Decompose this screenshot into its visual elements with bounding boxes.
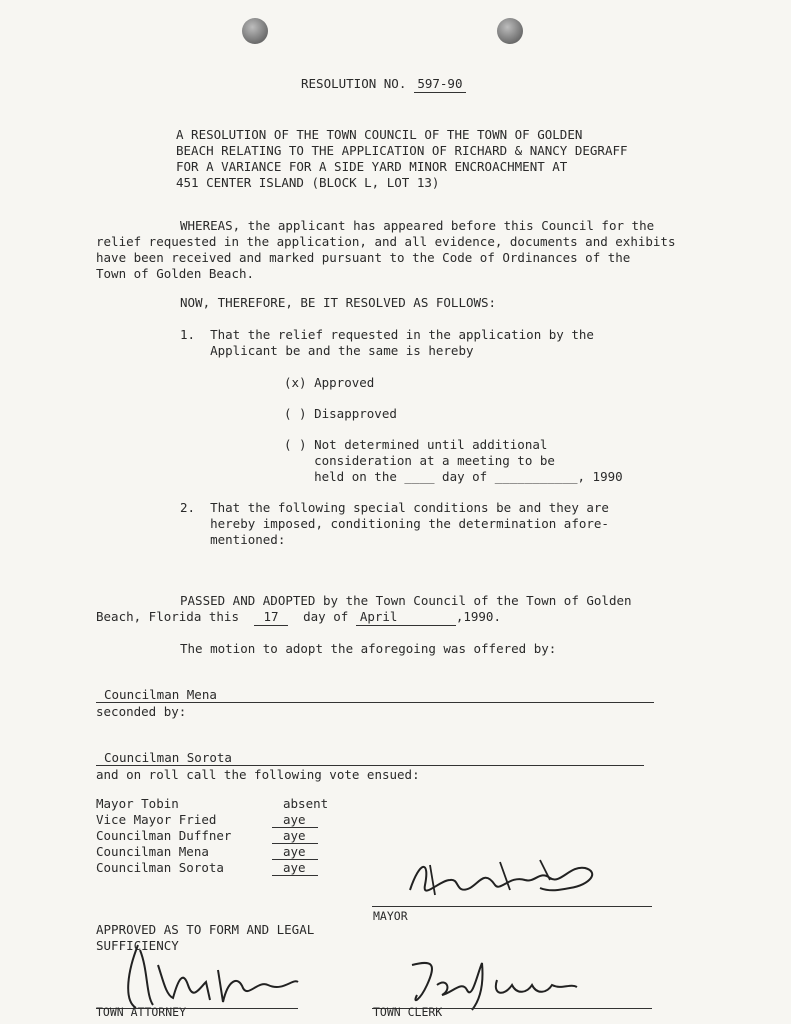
offered-by: Councilman Mena (104, 687, 217, 702)
item-2-line: hereby imposed, conditioning the determination afore- (180, 516, 609, 531)
passed-day: 17 (254, 609, 288, 626)
resolved-clause: NOW, THEREFORE, BE IT RESOLVED AS FOLLOWS: (180, 295, 497, 310)
punch-hole-right (497, 18, 523, 44)
clerk-label: TOWN CLERK (373, 1005, 443, 1019)
option-not-determined-line: held on the ____ day of ___________, 1990 (284, 469, 623, 484)
vote-value: aye (283, 812, 306, 827)
vote-name: Mayor Tobin (96, 796, 179, 811)
item-2-line: mentioned: (180, 532, 286, 547)
whereas-line: Town of Golden Beach. (96, 266, 255, 281)
item-2-line: 2. That the following special conditions be and they are (180, 500, 609, 515)
passed-year: ,1990. (455, 609, 501, 624)
roll-call-text: and on roll call the following vote ensued: (96, 767, 420, 782)
heading-line: FOR A VARIANCE FOR A SIDE YARD MINOR ENCROACHMENT AT (176, 159, 568, 174)
resolution-number: 597-90 (414, 76, 466, 93)
mayor-label: MAYOR (373, 909, 408, 923)
attorney-signature (118, 940, 318, 1012)
vote-value: aye (283, 844, 306, 859)
item-1-line: 1. That the relief requested in the application by the (180, 327, 594, 342)
vote-value: aye (283, 860, 306, 875)
vote-name: Councilman Duffner (96, 828, 232, 843)
motion-text: The motion to adopt the aforegoing was offered by: (180, 641, 557, 656)
heading-line: BEACH RELATING TO THE APPLICATION OF RICHARD & NANCY DEGRAFF (176, 143, 628, 158)
approved-form-line: SUFFICIENCY (96, 938, 179, 953)
resolution-heading (176, 127, 628, 191)
vote-value: aye (283, 828, 306, 843)
heading-line: 451 CENTER ISLAND (BLOCK L, LOT 13) (176, 175, 440, 190)
vote-rule (272, 875, 318, 876)
item-1 (180, 327, 594, 359)
passed-month: April (356, 609, 456, 626)
punch-hole-left (242, 18, 268, 44)
vote-name: Councilman Sorota (96, 860, 224, 875)
mayor-signature (400, 850, 610, 910)
item-2 (180, 500, 609, 548)
passed-mid: day of (303, 609, 349, 624)
option-disapproved: ( ) Disapproved (284, 406, 397, 421)
resolution-title (301, 76, 466, 93)
seconded-by: Councilman Sorota (104, 750, 232, 765)
vote-rule (272, 827, 318, 828)
whereas-line: have been received and marked pursuant to the Code of Ordinances of the (96, 250, 631, 265)
approved-form-line: APPROVED AS TO FORM AND LEGAL (96, 922, 315, 937)
mayor-rule (372, 906, 652, 907)
attorney-label: TOWN ATTORNEY (96, 1005, 187, 1019)
option-approved: (x) Approved (284, 375, 375, 390)
heading-line: A RESOLUTION OF THE TOWN COUNCIL OF THE TOWN OF GOLDEN (176, 127, 583, 142)
item-1-line: Applicant be and the same is hereby (180, 343, 474, 358)
offered-by-rule (96, 702, 654, 703)
passed-date-line (96, 609, 632, 626)
whereas-line: relief requested in the application, and all evidence, documents and exhibits (96, 234, 676, 249)
passed-line: PASSED AND ADOPTED by the Town Council of the Town of Golden (180, 593, 632, 608)
passed-prefix: Beach, Florida this (96, 609, 239, 624)
seconded-by-rule (96, 765, 644, 766)
resolution-label: RESOLUTION NO. (301, 76, 407, 91)
vote-name: Vice Mayor Fried (96, 812, 217, 827)
passed-paragraph (96, 593, 632, 626)
vote-rule (272, 843, 318, 844)
option-not-determined (284, 437, 623, 485)
whereas-paragraph (96, 218, 675, 282)
whereas-line: WHEREAS, the applicant has appeared before this Council for the (180, 218, 655, 233)
vote-name: Councilman Mena (96, 844, 209, 859)
option-not-determined-line: ( ) Not determined until additional (284, 437, 548, 452)
option-not-determined-line: consideration at a meeting to be (284, 453, 555, 468)
vote-rule (272, 859, 318, 860)
vote-value: absent (283, 796, 329, 811)
seconded-label: seconded by: (96, 704, 187, 719)
